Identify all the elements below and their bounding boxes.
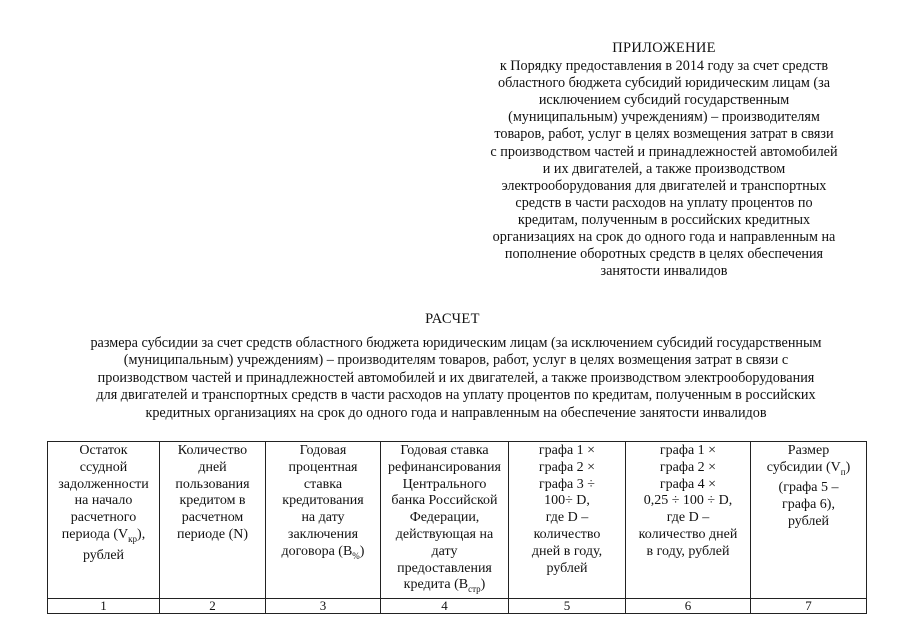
header-line xyxy=(753,443,864,460)
appendix-line: пополнение оборотных средств в целях обеспечения xyxy=(504,246,824,263)
header-text: субсидии (V xyxy=(766,459,841,475)
header-text: Размер xyxy=(787,443,830,458)
header-line xyxy=(50,443,157,460)
header-line xyxy=(628,493,748,510)
header-text: где D – xyxy=(666,510,710,526)
header-line xyxy=(628,510,748,527)
header-text: Годовая ставка xyxy=(400,443,489,458)
header-text: рублей xyxy=(546,560,588,576)
header-line xyxy=(162,460,263,477)
column-number-6: 6 xyxy=(626,598,751,613)
table-number-row xyxy=(48,598,867,613)
header-text: графа 6), xyxy=(782,497,835,513)
header-line xyxy=(753,497,864,514)
header-text: где D – xyxy=(545,510,589,526)
column-header-4 xyxy=(381,442,509,599)
column-header-6 xyxy=(626,442,751,599)
header-line xyxy=(753,514,864,531)
header-line xyxy=(268,544,378,565)
header-text: рублей xyxy=(82,547,125,563)
header-line xyxy=(511,544,623,561)
header-text: Федерации, xyxy=(409,510,480,526)
column-header-7 xyxy=(751,442,867,599)
header-text: кредита (B xyxy=(403,577,469,593)
header-text: кредитом в xyxy=(179,493,246,509)
appendix-line: к Порядку предоставления в 2014 году за счет средств xyxy=(499,58,829,75)
header-line xyxy=(50,510,157,527)
header-text: 100÷ D, xyxy=(544,493,590,509)
header-text: договора (B xyxy=(281,543,353,559)
column-number-7: 7 xyxy=(751,598,867,613)
description-line: кредитных организациях на срок до одного года и направленным на обеспечение занятости инвалидов xyxy=(145,404,767,421)
header-line xyxy=(268,527,378,544)
header-text-after: ) xyxy=(480,577,486,593)
header-line xyxy=(50,493,157,510)
appendix-line: организациях на срок до одного года и направленным на xyxy=(492,229,836,246)
appendix-line: электрооборудования для двигателей и транспортных xyxy=(501,177,827,194)
header-line xyxy=(628,443,748,460)
header-line xyxy=(162,527,263,544)
header-text: заключения xyxy=(287,526,359,542)
header-line xyxy=(383,527,506,544)
header-text: в году, рублей xyxy=(646,543,730,559)
header-text: (графа 5 – xyxy=(778,480,839,496)
header-line xyxy=(511,493,623,510)
column-number-3: 3 xyxy=(266,598,381,613)
header-text: графа 3 ÷ xyxy=(539,476,595,492)
header-text: предоставления xyxy=(397,560,492,576)
header-text: расчетного xyxy=(70,510,137,526)
header-line xyxy=(383,561,506,578)
header-line xyxy=(162,443,263,460)
header-subscript: стр xyxy=(468,584,481,595)
header-line xyxy=(50,460,157,477)
column-header-3 xyxy=(266,442,381,599)
header-text: периоде (N) xyxy=(176,526,249,542)
header-line xyxy=(511,477,623,494)
header-line xyxy=(383,577,506,598)
header-line xyxy=(511,510,623,527)
header-line xyxy=(383,477,506,494)
calculation-title: РАСЧЕТ xyxy=(425,311,480,327)
column-number-1: 1 xyxy=(48,598,160,613)
header-text: графа 1 × xyxy=(659,443,717,458)
header-text-after: ) xyxy=(359,543,365,559)
header-text: рублей xyxy=(787,513,830,529)
header-text: графа 1 × xyxy=(538,443,596,458)
column-header-5 xyxy=(509,442,626,599)
header-text: расчетном xyxy=(181,510,244,526)
header-line xyxy=(268,477,378,494)
appendix-line: и их двигателей, а также производством xyxy=(542,160,786,177)
appendix-line: (муниципальным) учреждениям) – производителям xyxy=(508,109,820,126)
header-text: количество дней xyxy=(638,526,738,542)
calculation-description xyxy=(20,335,892,422)
column-number-4: 4 xyxy=(381,598,509,613)
description-line: производством частей и принадлежностей автомобилей и их двигателей, а также производством электрооборудования xyxy=(97,369,815,386)
header-line xyxy=(383,460,506,477)
header-text: на начало xyxy=(74,493,133,509)
header-text: количество xyxy=(533,526,601,542)
header-text: кредитования xyxy=(282,493,364,509)
header-text: периода (V xyxy=(61,526,129,542)
header-text: ставка xyxy=(303,476,343,492)
header-line xyxy=(628,460,748,477)
calculation-table xyxy=(47,441,867,614)
header-text: действующая на xyxy=(395,526,494,542)
header-text: дней в году, xyxy=(531,543,603,559)
appendix-line: исключением субсидий государственным xyxy=(538,92,790,109)
description-line: для двигателей и транспортных средств в части расходов на уплату процентов по кредитам, полученным в российских xyxy=(96,387,816,404)
header-line xyxy=(753,460,864,481)
header-line xyxy=(511,443,623,460)
header-line xyxy=(162,493,263,510)
appendix-header xyxy=(462,40,866,280)
header-text: банка Российской xyxy=(391,493,498,509)
header-line xyxy=(162,477,263,494)
header-line xyxy=(383,544,506,561)
appendix-line: с производством частей и принадлежностей автомобилей xyxy=(490,143,838,160)
header-line xyxy=(511,460,623,477)
header-line xyxy=(268,460,378,477)
header-text: Центрального xyxy=(402,476,487,492)
header-line xyxy=(50,477,157,494)
description-line: (муниципальным) учреждениям) – производителям товаров, работ, услуг в целях возмещения затрат в связи с xyxy=(123,352,789,369)
column-header-2 xyxy=(160,442,266,599)
column-header-1 xyxy=(48,442,160,599)
appendix-line: средств в части расходов на уплату процентов по xyxy=(515,194,813,211)
header-line xyxy=(50,527,157,548)
header-line xyxy=(268,443,378,460)
appendix-title: ПРИЛОЖЕНИЕ xyxy=(612,40,716,56)
header-line xyxy=(511,527,623,544)
description-line: размера субсидии за счет средств областного бюджета юридическим лицам (за исключением субсидий государственным xyxy=(90,335,822,351)
column-number-5: 5 xyxy=(509,598,626,613)
header-line xyxy=(628,477,748,494)
header-text: Количество xyxy=(177,443,248,458)
header-line xyxy=(268,510,378,527)
header-text: на дату xyxy=(301,510,345,526)
header-text: дней xyxy=(198,459,227,475)
header-text: задолженности xyxy=(58,476,149,492)
header-text: графа 2 × xyxy=(659,459,717,475)
header-line xyxy=(50,548,157,565)
header-subscript: кр xyxy=(128,533,138,544)
header-line xyxy=(383,493,506,510)
header-text: ссудной xyxy=(79,459,128,475)
header-line xyxy=(383,443,506,460)
header-text: Остаток xyxy=(79,443,128,458)
appendix-line: кредитам, полученным в российских кредитных xyxy=(517,211,811,228)
header-line xyxy=(628,527,748,544)
appendix-line: занятости инвалидов xyxy=(600,263,728,280)
header-line xyxy=(511,561,623,578)
header-subscript: п xyxy=(840,466,846,477)
header-text: графа 4 × xyxy=(659,476,717,492)
appendix-line: областного бюджета субсидий юридическим лицам (за xyxy=(497,75,831,92)
column-number-2: 2 xyxy=(160,598,266,613)
header-text: дату xyxy=(431,543,458,559)
header-text: графа 2 × xyxy=(538,459,596,475)
header-line xyxy=(162,510,263,527)
header-text: рефинансирования xyxy=(388,459,501,475)
header-line xyxy=(628,544,748,561)
table-header-row xyxy=(48,442,867,599)
appendix-line: товаров, работ, услуг в целях возмещения затрат в связи xyxy=(494,126,834,143)
header-line xyxy=(383,510,506,527)
header-text: Годовая xyxy=(299,443,347,458)
header-line xyxy=(268,493,378,510)
header-text: пользования xyxy=(175,476,250,492)
header-text: 0,25 ÷ 100 ÷ D, xyxy=(643,493,733,509)
header-line xyxy=(753,480,864,497)
header-text-after: ), xyxy=(137,526,146,542)
header-subscript: % xyxy=(352,550,360,561)
header-text: процентная xyxy=(288,459,358,475)
header-text-after: ) xyxy=(845,459,851,475)
